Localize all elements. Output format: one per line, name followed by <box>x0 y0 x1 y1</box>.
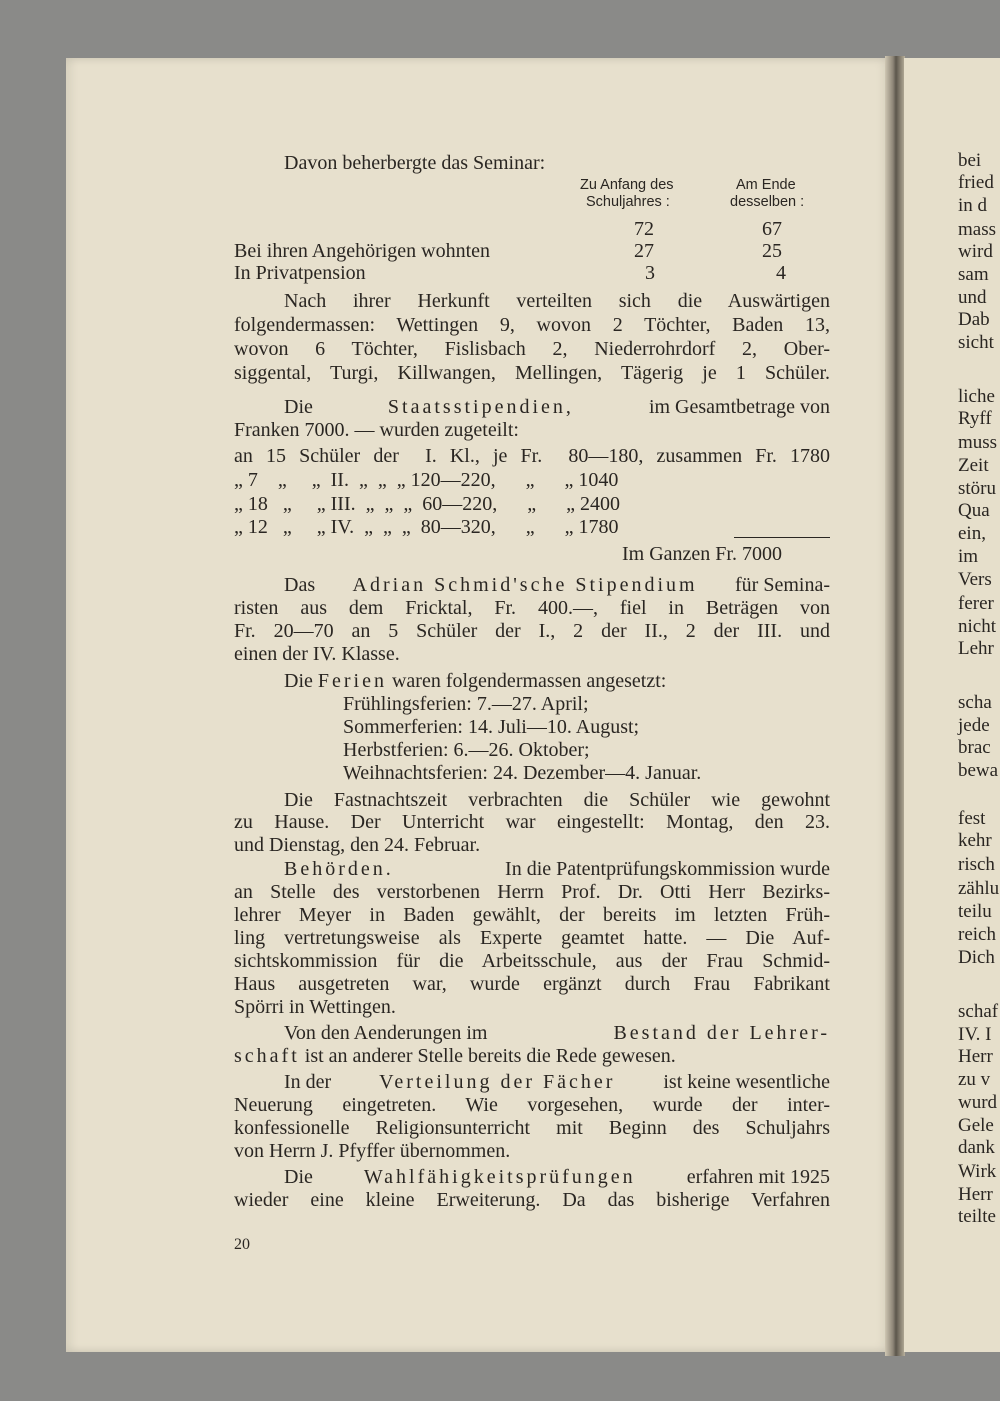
fastnacht-line-2: zu Hause. Der Unterricht war eingestellt: Montag, den 23. <box>234 811 830 833</box>
schmid-post: für Semina- <box>735 574 830 596</box>
stip-row-3: „ 18 „ „ III. „ „ „ 60—220, „ „ 2400 <box>234 493 620 515</box>
book-gutter <box>885 56 905 1356</box>
aend-keyword: Bestand der Lehrer- <box>613 1022 830 1044</box>
facing-page-fragment: reich <box>958 924 996 945</box>
stip-total: Im Ganzen Fr. 7000 <box>622 543 782 565</box>
facing-page <box>904 58 1000 1352</box>
wahl-heading-line <box>284 1166 830 1188</box>
stip-row-4: „ 12 „ „ IV. „ „ „ 80—320, „ „ 1780 <box>234 516 619 538</box>
facing-page-fragment: risch <box>958 854 995 875</box>
facing-page-fragment: fried <box>958 172 994 193</box>
herkunft-line-4: siggental, Turgi, Killwangen, Mellingen, Tägerig je 1 Schüler. <box>234 362 830 384</box>
total-end: 67 <box>762 218 782 240</box>
stip-keyword: Staatsstipendien, <box>387 396 574 418</box>
facing-page-fragment: und <box>958 287 987 308</box>
wahl-pre: Die <box>284 1166 313 1188</box>
stip-post: im Gesamtbetrage von <box>648 396 830 418</box>
aenderungen-line-2 <box>234 1045 676 1067</box>
wahl-post: erfahren mit 1925 <box>686 1166 830 1188</box>
facing-page-fragment: nicht <box>958 616 996 637</box>
stip-heading-line <box>284 396 830 418</box>
schmid-pre: Das <box>284 574 316 596</box>
behoerden-first: In die Patentprüfungskommission wurde <box>505 858 830 880</box>
row-privat-start: 3 <box>645 262 655 284</box>
row-angehoerige-start: 27 <box>634 240 654 262</box>
aend-pre: Von den Aenderungen im <box>284 1022 488 1044</box>
wahl-keyword: Wahlfähigkeitsprüfungen <box>363 1166 636 1188</box>
facing-page-fragment: schaf <box>958 1001 999 1022</box>
fastnacht-line-1: Die Fastnachtszeit verbrachten die Schüler wie gewohnt <box>284 789 830 811</box>
vert-pre: In der <box>284 1071 332 1093</box>
facing-page-fragment: teilte <box>958 1206 996 1227</box>
ferien-keyword: Ferien <box>317 670 387 692</box>
row-privat-label: In Privatpension <box>234 262 366 284</box>
facing-page-fragment: Qua <box>958 500 990 521</box>
aenderungen-heading-line <box>284 1022 830 1044</box>
verteilung-line-4: von Herrn J. Pfyffer übernommen. <box>234 1140 511 1162</box>
col-header-end-2: desselben : <box>730 194 805 210</box>
stip-row-2: „ 7 „ „ II. „ „ „ 120—220, „ „ 1040 <box>234 469 619 491</box>
vert-post: ist keine wesentliche <box>663 1071 830 1093</box>
facing-page-fragment: störu <box>958 478 996 499</box>
behoerden-heading-line <box>284 858 830 880</box>
row-angehoerige-end: 25 <box>762 240 782 262</box>
herkunft-line-2: folgendermassen: Wettingen 9, wovon 2 Töchter, Baden 13, <box>234 314 830 336</box>
facing-page-fragment: Zeit <box>958 455 989 476</box>
col-header-start-1: Zu Anfang des <box>580 177 674 193</box>
facing-page-fragment: zu v <box>958 1069 991 1090</box>
facing-page-fragment: Herr <box>958 1046 993 1067</box>
schmid-line-4: einen der IV. Klasse. <box>234 643 400 665</box>
facing-page-fragment: wird <box>958 241 993 262</box>
facing-page-fragment: wurd <box>958 1092 998 1113</box>
facing-page-fragment: sicht <box>958 332 994 353</box>
behoerden-line-7: Spörri in Wettingen. <box>234 996 396 1018</box>
facing-page-fragment: kehr <box>958 830 992 851</box>
facing-page-fragment: teilu <box>958 901 992 922</box>
stip-pre: Die <box>284 396 313 418</box>
fastnacht-line-3: und Dienstag, den 24. Februar. <box>234 834 481 856</box>
ferien-heading-line <box>284 670 666 692</box>
behoerden-line-3: lehrer Meyer in Baden gewählt, der bereits im letzten Früh- <box>234 904 830 926</box>
facing-page-fragment: Ryff <box>958 408 992 429</box>
schmid-line-3: Fr. 20—70 an 5 Schüler der I., 2 der II., 2 der III. und <box>234 620 830 642</box>
behoerden-line-5: sichtskommission für die Arbeitsschule, aus der Frau Schmid- <box>234 950 830 972</box>
page-number: 20 <box>234 1236 250 1253</box>
col-header-start-2: Schuljahres : <box>586 194 670 210</box>
facing-page-fragment: ferer <box>958 593 994 614</box>
row-angehoerige-label: Bei ihren Angehörigen wohnten <box>234 240 491 262</box>
facing-page-fragment: Herr <box>958 1184 993 1205</box>
facing-page-fragment: jede <box>958 715 990 736</box>
ferien-post: waren folgendermassen angesetzt: <box>391 670 667 692</box>
behoerden-line-2: an Stelle des verstorbenen Herrn Prof. Dr. Otti Herr Bezirks- <box>234 881 830 903</box>
total-start: 72 <box>634 218 654 240</box>
aend-post: ist an anderer Stelle bereits die Rede gewesen. <box>304 1045 676 1067</box>
facing-page-fragment: dank <box>958 1137 995 1158</box>
ferien-item-2: Sommerferien: 14. Juli—10. August; <box>343 716 640 738</box>
schmid-keyword: Adrian Schmid'sche Stipendium <box>352 574 698 596</box>
herkunft-line-3: wovon 6 Töchter, Fislisbach 2, Niederrohrdorf 2, Ober- <box>234 338 830 360</box>
facing-page-fragment: liche <box>958 386 995 407</box>
sum-rule <box>734 537 830 538</box>
wahl-line-2: wieder eine kleine Erweiterung. Da das bisherige Verfahren <box>234 1189 830 1211</box>
facing-page-fragment: bei <box>958 150 982 171</box>
behoerden-keyword: Behörden. <box>284 858 394 880</box>
facing-page-fragment: Gele <box>958 1115 994 1136</box>
col-header-end-1: Am Ende <box>736 177 796 193</box>
behoerden-line-4: ling vertretungsweise als Experte geamtet hatte. — Die Auf- <box>234 927 830 949</box>
facing-page-fragment: fest <box>958 808 986 829</box>
facing-page-fragment: Dich <box>958 947 995 968</box>
facing-page-fragment: im <box>958 546 979 567</box>
facing-page-fragment: IV. I <box>958 1024 992 1045</box>
row-privat-end: 4 <box>776 262 786 284</box>
behoerden-line-6: Haus ausgetreten war, wurde ergänzt durch Frau Fabrikant <box>234 973 830 995</box>
verteilung-line-3: konfessionelle Religionsunterricht mit Beginn des Schuljahrs <box>234 1117 830 1139</box>
intro-line: Davon beherbergte das Seminar: <box>284 152 546 174</box>
facing-page-fragment: Wirk <box>958 1161 997 1182</box>
facing-page-fragment: brac <box>958 737 991 758</box>
ferien-item-3: Herbstferien: 6.—26. Oktober; <box>343 739 590 761</box>
facing-page-fragment: in d <box>958 195 988 216</box>
facing-page-fragment: mass <box>958 219 996 240</box>
facing-page-fragment: Lehr <box>958 638 994 659</box>
vert-keyword: Verteilung der Fächer <box>379 1071 616 1093</box>
aend-keyword-2: schaft <box>234 1045 300 1067</box>
verteilung-heading-line <box>284 1071 830 1093</box>
verteilung-line-2: Neuerung eingetreten. Wie vorgesehen, wurde der inter- <box>234 1094 830 1116</box>
ferien-item-1: Frühlingsferien: 7.—27. April; <box>343 693 589 715</box>
facing-page-fragment: zählu <box>958 878 1000 899</box>
facing-page-fragment: sam <box>958 264 989 285</box>
facing-page-fragment: Dab <box>958 309 990 330</box>
schmid-line-2: risten aus dem Fricktal, Fr. 400.—, fiel in Beträgen von <box>234 597 830 619</box>
facing-page-fragment: scha <box>958 692 992 713</box>
schmid-heading-line <box>284 574 830 596</box>
facing-page-fragment: muss <box>958 432 998 453</box>
facing-page-fragment: ein, <box>958 523 986 544</box>
ferien-pre: Die <box>284 670 313 692</box>
stip-line-2: Franken 7000. — wurden zugeteilt: <box>234 419 519 441</box>
stip-row-1: an 15 Schüler der I. Kl., je Fr. 80—180, zusammen Fr. 1780 <box>234 445 830 467</box>
herkunft-line-1: Nach ihrer Herkunft verteilten sich die Auswärtigen <box>284 290 830 312</box>
facing-page-fragment: Vers <box>958 569 992 590</box>
ferien-item-4: Weihnachtsferien: 24. Dezember—4. Januar. <box>343 762 702 784</box>
facing-page-fragment: bewa <box>958 760 999 781</box>
